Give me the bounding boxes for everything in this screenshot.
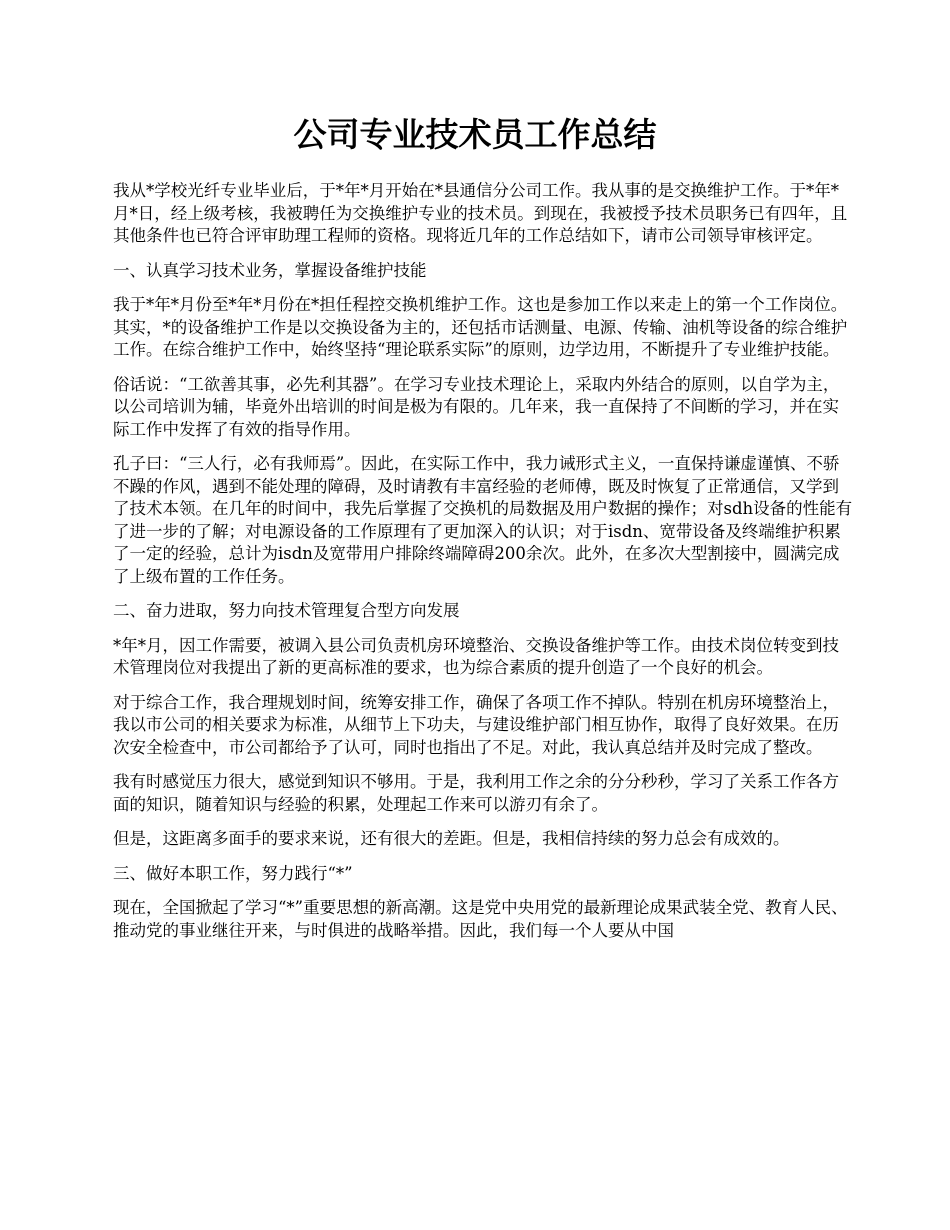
document-body <box>113 180 853 954</box>
body-paragraph: 但是，这距离多面手的要求来说，还有很大的差距。但是，我相信持续的努力总会有成效的。 <box>113 829 790 848</box>
body-paragraph: 对于综合工作，我合理规划时间，统筹安排工作，确保了各项工作不掉队。特别在机房环境整治上，我以市公司的相关要求为标准，从细节上下功夫，与建设维护部门相互协作，取得了良好效果。在历次安全检查中，市公司都给予了认可，同时也指出了不足。对此，我认真总结并及时完成了整改。 <box>113 692 839 757</box>
document-title: 公司专业技术员工作总结 <box>293 115 657 154</box>
body-paragraph: 俗话说：“工欲善其事，必先利其器”。在学习专业技术理论上，采取内外结合的原则，以自学为主，以公司培训为辅，毕竟外出培训的时间是极为有限的。几年来，我一直保持了不间断的学习，并在实际工作中发挥了有效的指导作用。 <box>113 374 840 439</box>
body-paragraph: 我于*年*月份至*年*月份在*担任程控交换机维护工作。这也是参加工作以来走上的第一个工作岗位。其实，*的设备维护工作是以交换设备为主的，还包括市话测量、电源、传输、油机等设备的综合维护工作。在综合维护工作中，始终坚持“理论联系实际”的原则，边学边用，不断提升了专业维护技能。 <box>113 295 848 359</box>
body-paragraph: *年*月，因工作需要，被调入县公司负责机房环境整治、交换设备维护等工作。由技术岗位转变到技术管理岗位对我提出了新的更高标准的要求，也为综合素质的提升创造了一个良好的机会。 <box>113 635 839 677</box>
section-heading-1: 一、认真学习技术业务，掌握设备维护技能 <box>113 260 427 280</box>
section-heading-3: 三、做好本职工作，努力践行“*” <box>113 863 353 883</box>
section-heading-2: 二、奋力进取，努力向技术管理复合型方向发展 <box>113 601 460 620</box>
body-paragraph: 我有时感觉压力很大，感觉到知识不够用。于是，我利用工作之余的分分秒秒，学习了关系工作各方面的知识，随着知识与经验的积累，处理起工作来可以游刃有余了。 <box>113 772 839 814</box>
intro-paragraph: 我从*学校光纤专业毕业后，于*年*月开始在*县通信分公司工作。我从事的是交换维护工作。于*年*月*日，经上级考核，我被聘任为交换维护专业的技术员。到现在，我被授予技术员职务已有四年，且其他条件也已符合评审助理工程师的资格。现将近几年的工作总结如下，请市公司领导审核评定。 <box>113 181 848 245</box>
body-paragraph: 孔子曰：“三人行，必有我师焉”。因此，在实际工作中，我力诫形式主义，一直保持谦虚谨慎、不骄不躁的作风，遇到不能处理的障碍，及时请教有丰富经验的老师傅，既及时恢复了正常通信，又学到了技术本领。在几年的时间中，我先后掌握了交换机的局数据及用户数据的操作；对sdh设备的性能有了进一步的了解；对电源设备的工作原理有了更加深入的认识；对于isdn、宽带设备及终端维护积累了一定的经验，总计为isdn及宽带用户排除终端障碍200余次。此外，在多次大型割接中，圆满完成了上级布置的工作任务。 <box>113 454 853 586</box>
body-paragraph: 现在，全国掀起了学习“*”重要思想的新高潮。这是党中央用党的最新理论成果武装全党、教育人民、推动党的事业继往开来，与时俱进的战略举措。因此，我们每一个人要从中国 <box>113 898 848 940</box>
